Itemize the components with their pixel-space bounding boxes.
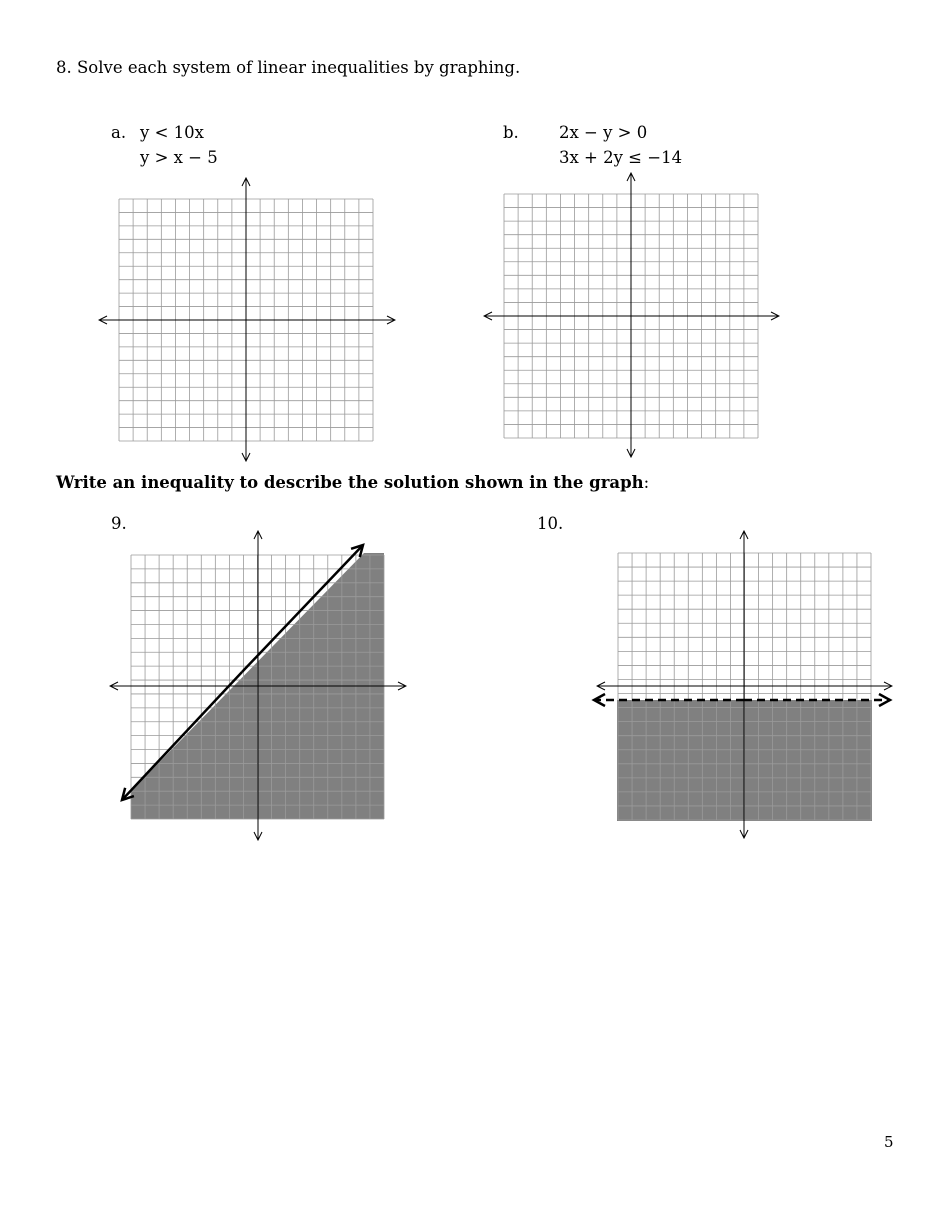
section-heading-colon: : [643, 473, 650, 492]
part-a-label: a. [111, 123, 127, 142]
graph-9 [110, 531, 406, 840]
question-8-prompt: 8. Solve each system of linear inequalities by graphing. [56, 58, 521, 77]
graph-10 [594, 531, 892, 838]
question-9-label: 9. [111, 514, 127, 533]
part-a-inequality-2: y > x − 5 [140, 148, 218, 167]
part-b-inequality-2: 3x + 2y ≤ −14 [559, 148, 683, 167]
part-a-inequality-1: y < 10x [140, 123, 204, 142]
question-10-label: 10. [537, 514, 564, 533]
section-heading-text: Write an inequality to describe the solution shown in the graph [56, 473, 644, 492]
graph-8a [99, 178, 395, 461]
part-b-label: b. [503, 123, 519, 142]
part-b-inequality-1: 2x − y > 0 [559, 123, 648, 142]
graph-8b [484, 173, 779, 457]
page-number: 5 [884, 1133, 894, 1151]
